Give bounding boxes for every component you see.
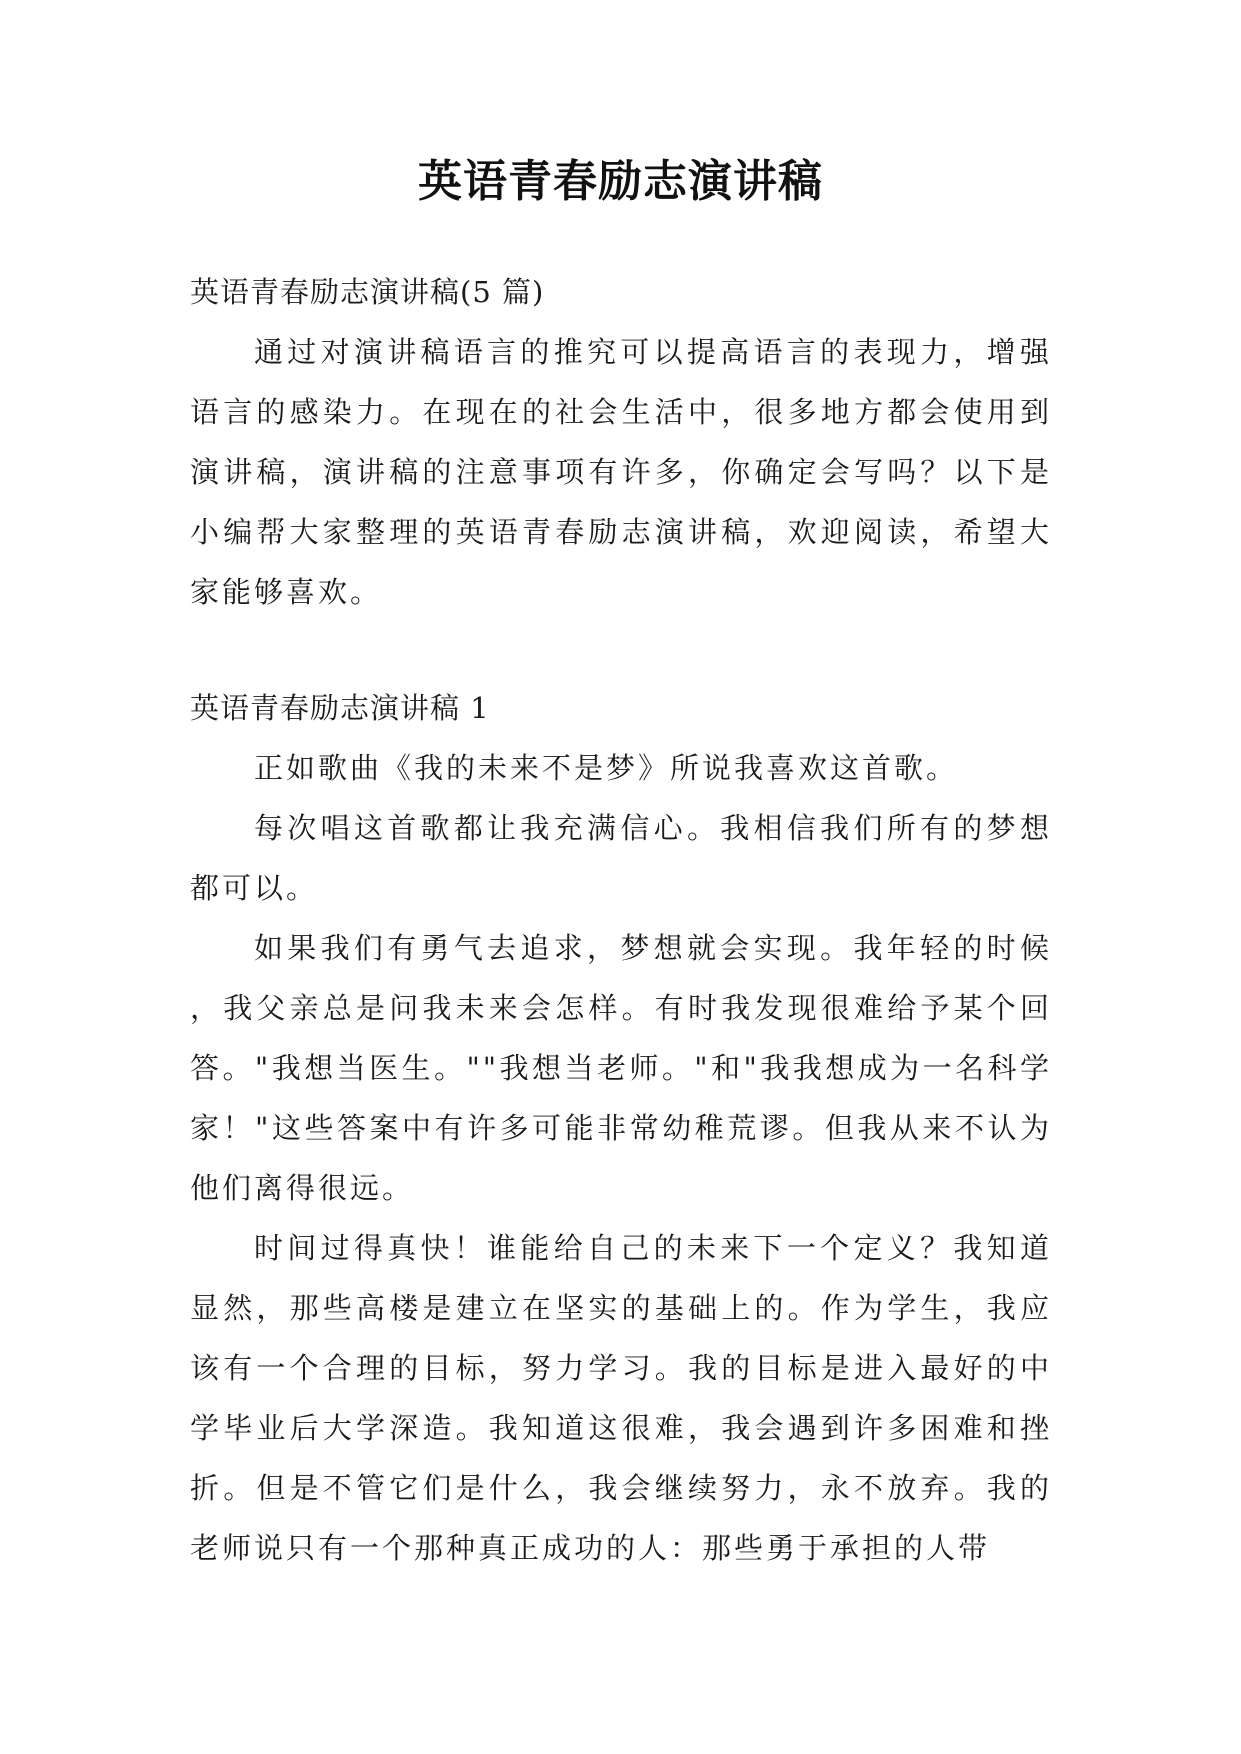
page-title: 英语青春励志演讲稿 [418, 156, 823, 207]
intro-paragraph: 通过对演讲稿语言的推究可以提高语言的表现力，增强语言的感染力。在现在的社会生活中，很多地方都会使用到演讲稿，演讲稿的注意事项有许多，你确定会写吗？以下是小编帮大家整理的英语青春励志演讲稿，欢迎阅读，希望大家能够喜欢。 [190, 335, 1052, 609]
section-spacer [190, 622, 1052, 678]
body-paragraph: 如果我们有勇气去追求，梦想就会实现。我年轻的时候，我父亲总是问我未来会怎样。有时我发现很难给予某个回答。"我想当医生。""我想当老师。"和"我我想成为一名科学家！"这些答案中有许多可能非常幼稚荒谬。但我从来不认为他们离得很远。 [190, 931, 1052, 1205]
body-paragraph: 每次唱这首歌都让我充满信心。我相信我们所有的梦想都可以。 [190, 811, 1052, 905]
document-subtitle: 英语青春励志演讲稿(5 篇) [190, 275, 545, 309]
body-paragraph: 正如歌曲《我的未来不是梦》所说我喜欢这首歌。 [254, 751, 959, 785]
body-paragraph: 时间过得真快！谁能给自己的未来下一个定义？我知道显然，那些高楼是建立在坚实的基础上的。作为学生，我应该有一个合理的目标，努力学习。我的目标是进入最好的中学毕业后大学深造。我知道这很难，我会遇到许多困难和挫折。但是不管它们是什么，我会继续努力，永不放弃。我的老师说只有一个那种真正成功的人：那些勇于承担的人带 [190, 1231, 1052, 1565]
document-body [190, 262, 1052, 1578]
section-heading: 英语青春励志演讲稿 1 [190, 691, 490, 725]
